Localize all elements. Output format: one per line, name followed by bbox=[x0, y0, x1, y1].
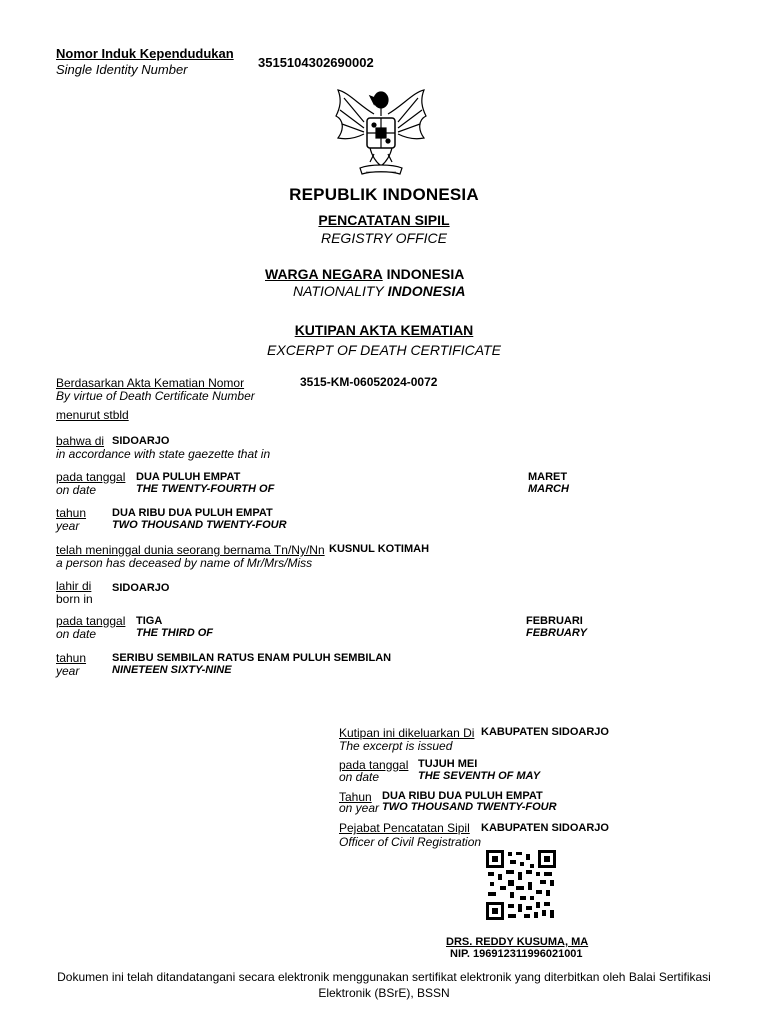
footer-line-2: Elektronik (BSrE), BSSN bbox=[318, 986, 450, 1000]
death-day-en: THE TWENTY-FOURTH OF bbox=[136, 483, 275, 495]
footer-line-1: Dokumen ini telah ditandatangani secara elektronik menggunakan sertifikat elektronik yang diterbitkan oleh Balai Sertifikasi bbox=[57, 970, 711, 984]
officer-label-en: Officer of Civil Registration bbox=[339, 835, 482, 849]
issue-year-value: DUA RIBU DUA PULUH EMPAT bbox=[382, 790, 543, 802]
birth-day: TIGA bbox=[136, 615, 163, 627]
issue-date-label: pada tanggal bbox=[339, 758, 409, 772]
garuda-emblem-icon bbox=[330, 86, 432, 182]
qr-code-icon bbox=[486, 850, 556, 920]
birth-month-en: FEBRUARY bbox=[526, 627, 587, 639]
officer-place: KABUPATEN SIDOARJO bbox=[481, 822, 609, 834]
issue-year-label-en: on year bbox=[339, 801, 380, 815]
nik-label-en: Single Identity Number bbox=[56, 62, 188, 77]
name-value: KUSNUL KOTIMAH bbox=[329, 543, 430, 555]
cert-number: 3515-KM-06052024-0072 bbox=[300, 375, 438, 389]
stbld-label: menurut stbld bbox=[56, 408, 129, 422]
cert-label-en: By virtue of Death Certificate Number bbox=[56, 389, 255, 403]
place-label-en: in accordance with state gaezette that in bbox=[56, 447, 271, 461]
death-year-label: tahun bbox=[56, 506, 87, 520]
issue-date-value: TUJUH MEI bbox=[418, 758, 478, 770]
birth-year-label: tahun bbox=[56, 651, 87, 665]
nik-label: Nomor Induk Kependudukan bbox=[56, 46, 234, 61]
born-label-en: born in bbox=[56, 592, 93, 606]
nationality-label: WARGA NEGARA bbox=[265, 266, 383, 282]
cert-label: Berdasarkan Akta Kematian Nomor bbox=[56, 376, 245, 390]
officer-label: Pejabat Pencatatan Sipil bbox=[339, 821, 470, 835]
death-date-label: pada tanggal bbox=[56, 470, 126, 484]
nationality-value: INDONESIA bbox=[386, 266, 465, 282]
birth-month: FEBRUARI bbox=[526, 615, 583, 627]
nationality-row bbox=[265, 266, 464, 282]
nationality-row-en bbox=[293, 283, 465, 299]
officer-nip: NIP. 196912311996021001 bbox=[450, 948, 583, 960]
issue-date-label-en: on date bbox=[339, 770, 380, 784]
republik-title: REPUBLIK INDONESIA bbox=[289, 185, 479, 204]
officer-name: DRS. REDDY KUSUMA, MA bbox=[446, 936, 589, 948]
death-year: DUA RIBU DUA PULUH EMPAT bbox=[112, 507, 273, 519]
name-label: telah meninggal dunia seorang bernama Tn/Ny/Nn bbox=[56, 543, 325, 557]
office-title-en: REGISTRY OFFICE bbox=[320, 230, 447, 246]
born-label: lahir di bbox=[56, 579, 92, 593]
office-title: PENCATATAN SIPIL bbox=[318, 212, 450, 228]
born-place: SIDOARJO bbox=[112, 582, 170, 594]
nationality-label-en: NATIONALITY bbox=[293, 283, 384, 299]
nationality-value-en: INDONESIA bbox=[387, 283, 466, 299]
issued-label: Kutipan ini dikeluarkan Di bbox=[339, 726, 475, 740]
death-day: DUA PULUH EMPAT bbox=[136, 471, 241, 483]
death-year-en: TWO THOUSAND TWENTY-FOUR bbox=[112, 519, 287, 531]
issued-label-en: The excerpt is issued bbox=[339, 739, 453, 753]
name-label-en: a person has deceased by name of Mr/Mrs/Miss bbox=[56, 556, 313, 570]
issue-year-value-en: TWO THOUSAND TWENTY-FOUR bbox=[382, 801, 557, 813]
death-month: MARET bbox=[528, 471, 568, 483]
document-title-en: EXCERPT OF DEATH CERTIFICATE bbox=[267, 342, 501, 358]
birth-date-label: pada tanggal bbox=[56, 614, 126, 628]
death-date-label-en: on date bbox=[56, 483, 97, 497]
issue-year-label: Tahun bbox=[339, 790, 372, 804]
place-label: bahwa di bbox=[56, 434, 105, 448]
birth-year-label-en: year bbox=[56, 664, 80, 678]
death-month-en: MARCH bbox=[528, 483, 569, 495]
issued-place: KABUPATEN SIDOARJO bbox=[481, 726, 609, 738]
issue-date-value-en: THE SEVENTH OF MAY bbox=[418, 770, 541, 782]
birth-date-label-en: on date bbox=[56, 627, 97, 641]
document-title: KUTIPAN AKTA KEMATIAN bbox=[294, 322, 474, 338]
birth-day-en: THE THIRD OF bbox=[136, 627, 213, 639]
birth-year: SERIBU SEMBILAN RATUS ENAM PULUH SEMBILAN bbox=[112, 652, 392, 664]
footer-note bbox=[40, 969, 728, 1001]
birth-year-en: NINETEEN SIXTY-NINE bbox=[112, 664, 232, 676]
death-year-label-en: year bbox=[56, 519, 80, 533]
nik-value: 3515104302690002 bbox=[258, 55, 374, 70]
place-value: SIDOARJO bbox=[112, 435, 170, 447]
